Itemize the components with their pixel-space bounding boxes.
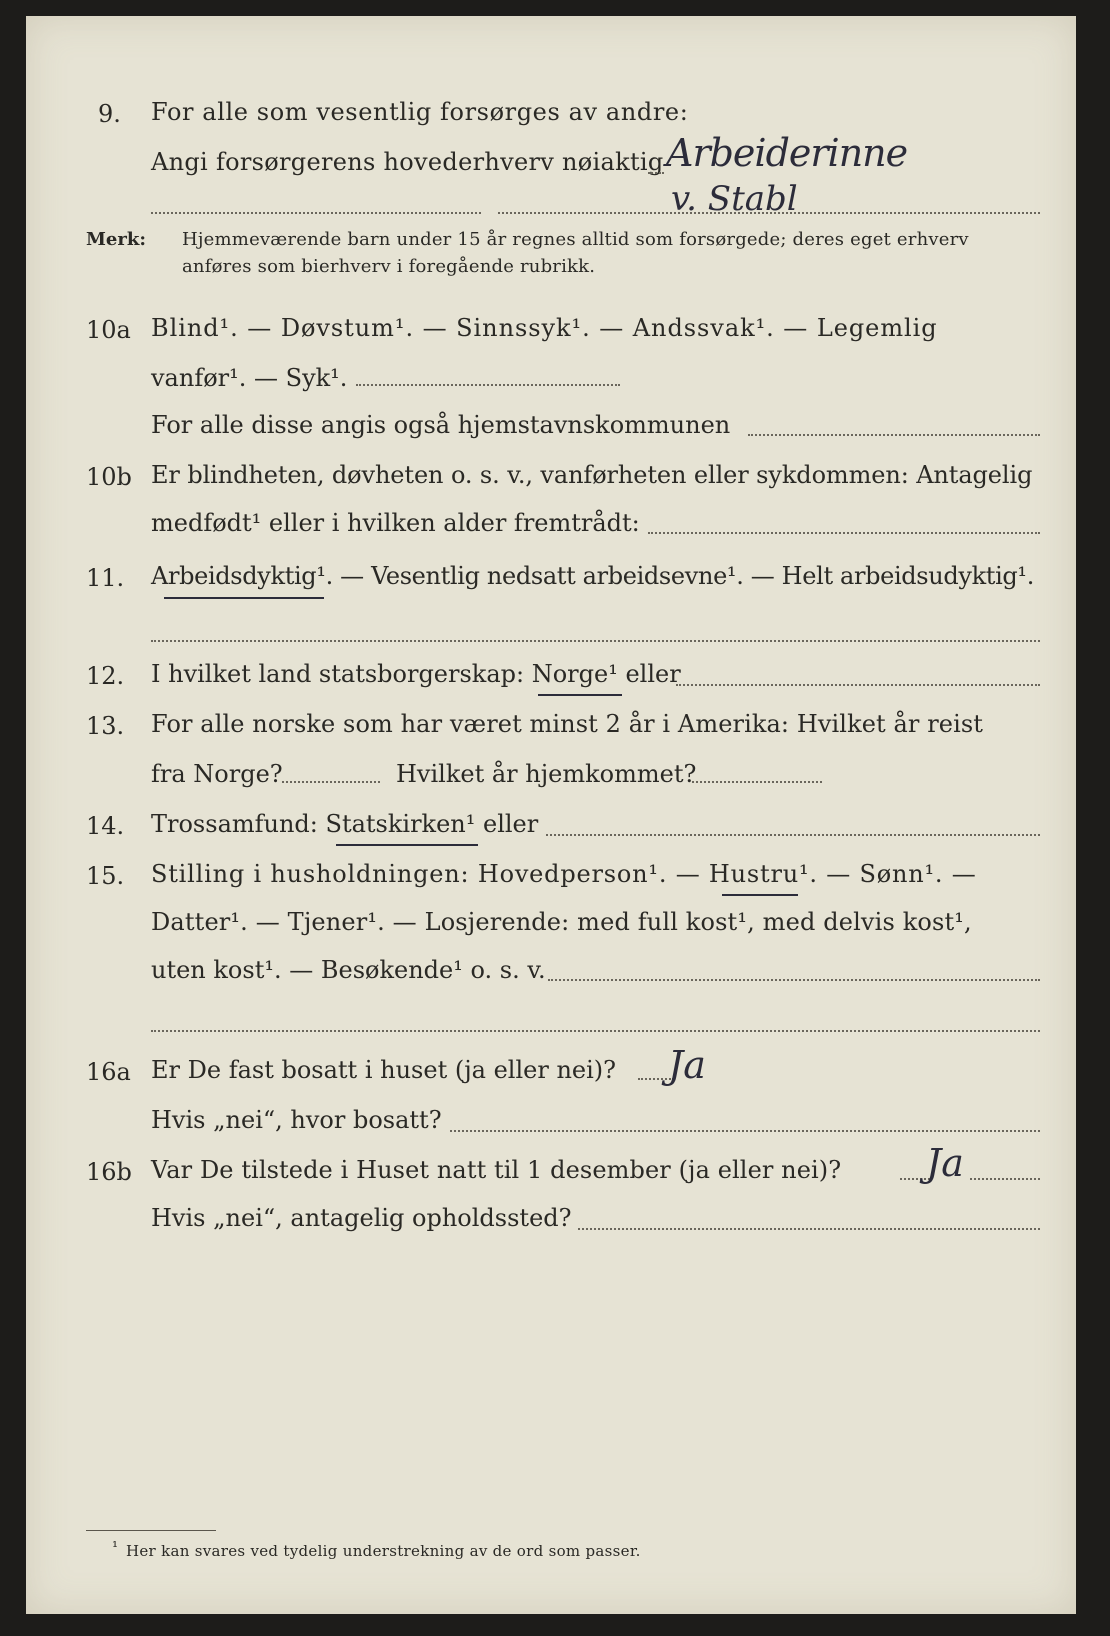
q11-number: 11.: [86, 564, 125, 592]
q10a-number: 10a: [86, 316, 131, 344]
q13-text-line2a: fra Norge?: [151, 760, 283, 788]
q16b-text-line2: Hvis „nei“, antagelig opholdssted?: [151, 1204, 572, 1232]
q13-text-line1: For alle norske som har været minst 2 år i Amerika: Hvilket år reist: [151, 710, 984, 738]
q10a-text-line3: For alle disse angis også hjemstavnskommunen: [151, 411, 731, 439]
q9-text-line1: For alle som vesentlig forsørges av andre:: [151, 98, 689, 126]
q16a-where-line: [450, 1130, 1040, 1132]
q12-answer-line: [676, 684, 1040, 686]
q14-text-line1: Trossamfund: Statskirken¹ eller: [151, 810, 539, 838]
q10a-answer-line: [356, 384, 620, 386]
q10a-kommune-line: [748, 434, 1040, 436]
q16a-text-line1: Er De fast bosatt i huset (ja eller nei)?: [151, 1056, 617, 1084]
q15-number: 15.: [86, 862, 125, 890]
q13-year-left-line: [282, 781, 380, 783]
q9-handwritten-answer: Arbeiderinne: [666, 131, 908, 175]
q16a-handwritten-answer: Ja: [668, 1043, 706, 1087]
q15-blank-line: [151, 1030, 1040, 1032]
q12-handwritten-underline: [538, 694, 622, 696]
q16b-answer-line: [970, 1178, 1040, 1180]
q14-answer-line: [546, 834, 1040, 836]
merk-label: Merk:: [86, 229, 146, 250]
q14-handwritten-underline: [336, 844, 478, 846]
q9-answer-dots: [648, 172, 664, 174]
q9-blank-line: [151, 212, 481, 214]
q15-handwritten-underline: [722, 894, 798, 896]
q11-answer-line: [151, 640, 1040, 642]
q10b-text-line2: medfødt¹ eller i hvilken alder fremtrådt:: [151, 509, 640, 537]
q9-handwritten-answer-2: v. Stabl: [671, 179, 798, 219]
footnote-text: Her kan svares ved tydelig understrekning av de ord som passer.: [126, 1542, 641, 1560]
q15-text-line1: Stilling i husholdningen: Hovedperson¹. — Hustru¹. — Sønn¹. —: [151, 860, 977, 888]
q9-number: 9.: [98, 100, 121, 128]
merk-text-line2: anføres som bierhverv i foregående rubrikk.: [182, 256, 596, 277]
q10a-text-line1: Blind¹. — Døvstum¹. — Sinnssyk¹. — Andssvak¹. — Legemlig: [151, 314, 938, 342]
q13-text-line2b: Hvilket år hjemkommet?: [396, 760, 697, 788]
q10b-number: 10b: [86, 463, 132, 491]
census-form-page: [26, 16, 1076, 1614]
q16a-text-line2: Hvis „nei“, hvor bosatt?: [151, 1106, 442, 1134]
q11-handwritten-underline: [164, 597, 324, 599]
q15-text-line3: uten kost¹. — Besøkende¹ o. s. v.: [151, 956, 546, 984]
q16a-number: 16a: [86, 1058, 131, 1086]
footnote-rule: [86, 1530, 216, 1531]
q12-number: 12.: [86, 662, 125, 690]
q16b-number: 16b: [86, 1158, 132, 1186]
merk-text-line1: Hjemmeværende barn under 15 år regnes alltid som forsørgede; deres eget erhverv: [182, 229, 969, 250]
q9-text-line2: Angi forsørgerens hovederhverv nøiaktig: [151, 148, 664, 176]
q10a-text-line2: vanfør¹. — Syk¹.: [151, 364, 348, 392]
q11-text-line1: Arbeidsdyktig¹. — Vesentlig nedsatt arbeidsevne¹. — Helt arbeidsudyktig¹.: [151, 562, 1034, 590]
q13-number: 13.: [86, 712, 125, 740]
q13-year-returned-line: [692, 781, 822, 783]
q12-text-line1: I hvilket land statsborgerskap: Norge¹ eller: [151, 660, 681, 688]
q14-number: 14.: [86, 812, 125, 840]
q10b-text-line1: Er blindheten, døvheten o. s. v., vanførheten eller sykdommen: Antagelig: [151, 461, 1033, 489]
footnote-mark: ¹: [112, 1538, 119, 1556]
q16b-handwritten-answer: Ja: [926, 1141, 964, 1185]
q10b-answer-line: [648, 532, 1040, 534]
q15-text-line2: Datter¹. — Tjener¹. — Losjerende: med full kost¹, med delvis kost¹,: [151, 908, 972, 936]
q15-answer-line: [548, 979, 1040, 981]
q16b-place-line: [578, 1228, 1040, 1230]
q16b-text-line1: Var De tilstede i Huset natt til 1 desember (ja eller nei)?: [151, 1156, 842, 1184]
